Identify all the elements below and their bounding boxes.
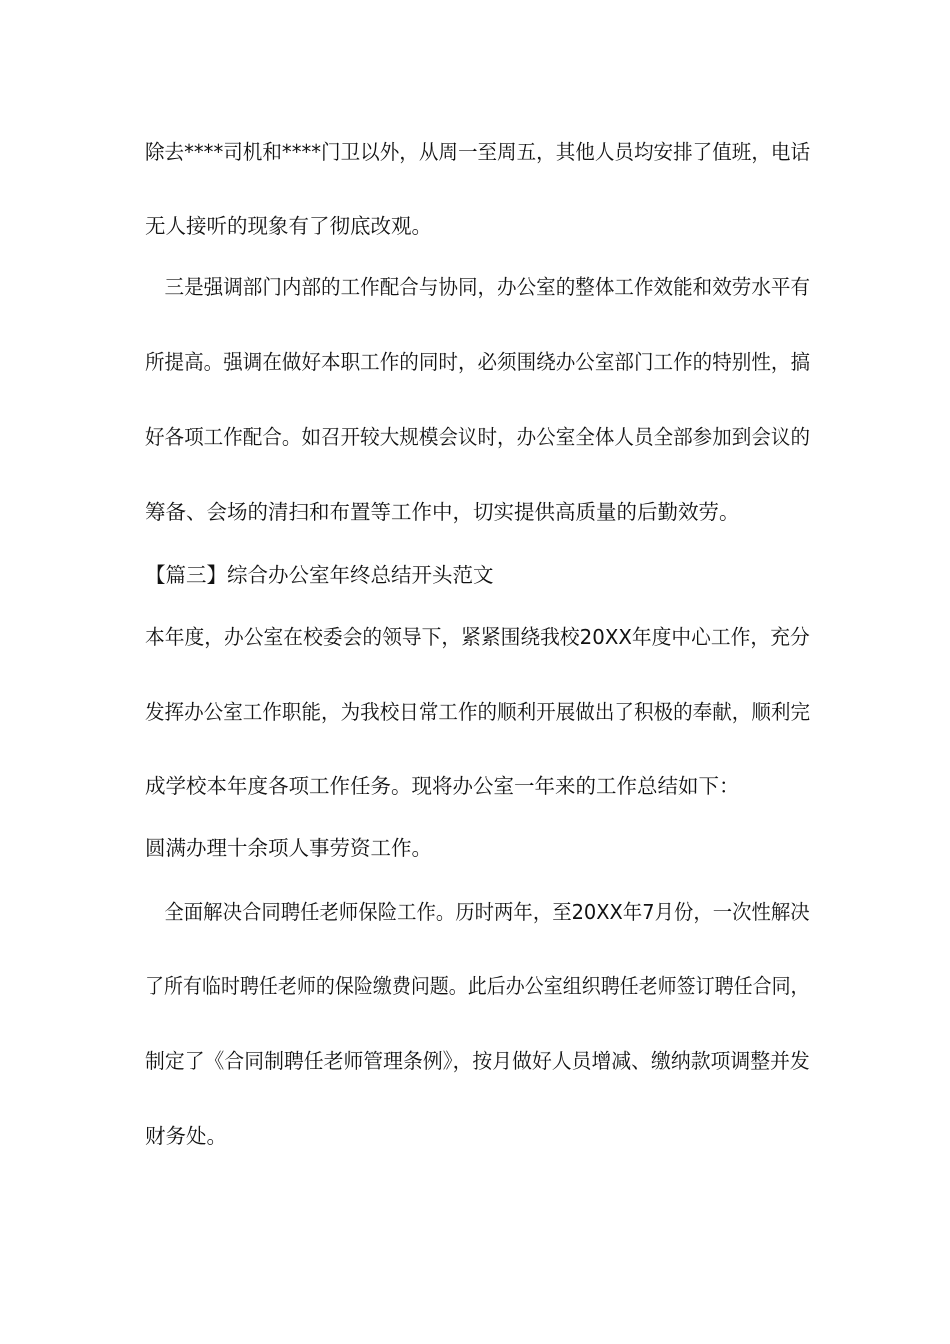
paragraph-line: 所提高。强调在做好本职工作的同时，必须围绕办公室部门工作的特别性，搞 [145,350,811,374]
paragraph-line: 本年度，办公室在校委会的领导下，紧紧围绕我校20XX年度中心工作，充分 [145,625,810,649]
paragraph-line: 除去****司机和****门卫以外，从周一至周五，其他人员均安排了值班，电话 [145,140,811,164]
paragraph-line: 全面解决合同聘任老师保险工作。历时两年，至20XX年7月份，一次性解决 [145,900,810,924]
paragraph-line: 无人接听的现象有了彻底改观。 [145,214,432,238]
paragraph-line: 圆满办理十余项人事劳资工作。 [145,836,432,860]
paragraph-line: 发挥办公室工作职能，为我校日常工作的顺利开展做出了积极的奉献，顺利完 [145,700,811,724]
paragraph-line: 成学校本年度各项工作任务。现将办公室一年来的工作总结如下： [145,774,740,798]
section-heading: 【篇三】综合办公室年终总结开头范文 [145,563,494,587]
paragraph-line: 好各项工作配合。如召开较大规模会议时，办公室全体人员全部参加到会议的 [145,425,811,449]
paragraph-line: 了所有临时聘任老师的保险缴费问题。此后办公室组织聘任老师签订聘任合同， [145,974,810,998]
paragraph-line: 筹备、会场的清扫和布置等工作中，切实提供高质量的后勤效劳。 [145,500,740,524]
paragraph-line: 财务处。 [145,1124,227,1148]
paragraph-line: 制定了《合同制聘任老师管理条例》，按月做好人员增减、缴纳款项调整并发 [145,1049,810,1073]
paragraph-line: 三是强调部门内部的工作配合与协同，办公室的整体工作效能和效劳水平有 [145,275,811,299]
